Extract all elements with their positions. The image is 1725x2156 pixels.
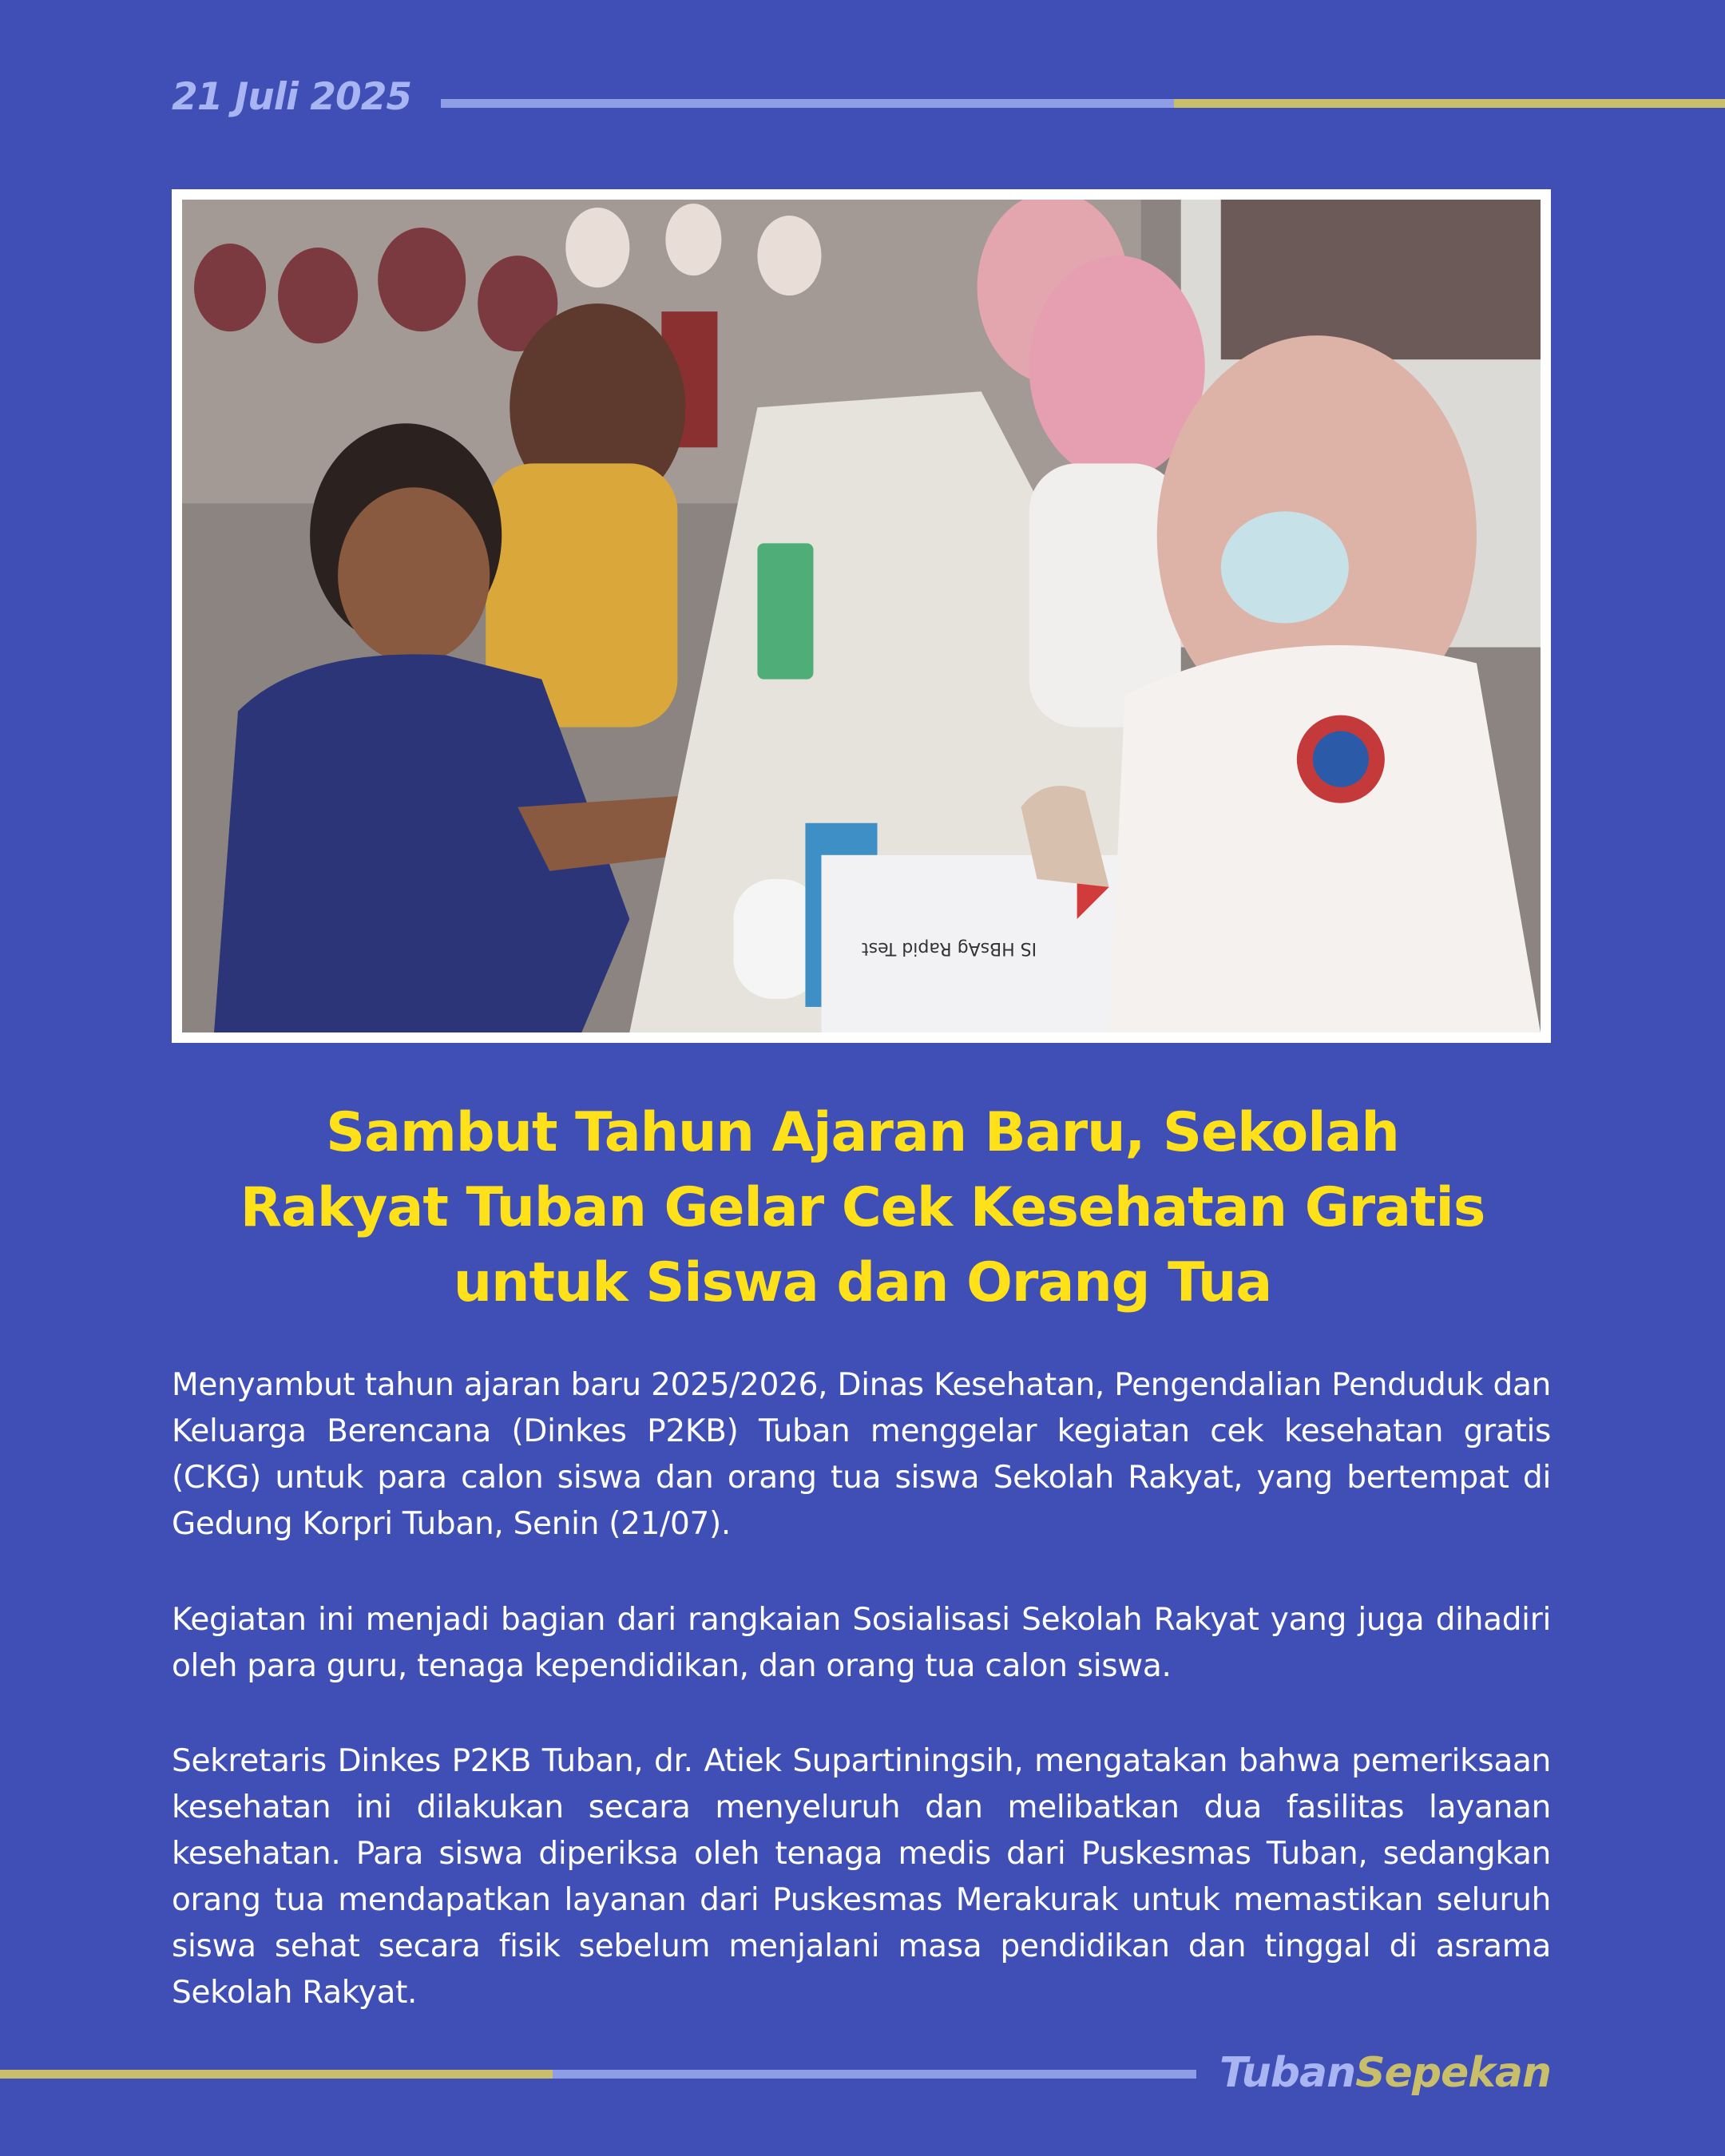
brand-part-2: Sepekan [1355,2049,1551,2097]
headline-line-1: Sambut Tahun Ajaran Baru, Sekolah [326,1101,1399,1164]
footer-divider-lilac [553,2070,1196,2079]
header-divider-lilac [441,99,1174,108]
brand-logo-text [1219,2049,1551,2097]
rapid-test-box-label: IS HBsAg Rapid Test [861,937,1037,958]
headline-line-2: Rakyat Tuban Gelar Cek Kesehatan Gratis [240,1176,1485,1239]
post-date: 21 Juli 2025 [172,75,412,119]
brand-part-1: Tuban [1219,2049,1356,2097]
health-check-photo-illustration [182,200,1541,1032]
footer-divider-gold [0,2070,553,2079]
article-paragraph-1: Menyambut tahun ajaran baru 2025/2026, Dinas Kesehatan, Pengendalian Penduduk dan Keluarga Berencana (Dinkes P2KB) Tuban menggelar kegiatan cek kesehatan gratis (CKG) untuk para calon siswa dan orang tua siswa Sekolah Rakyat, yang bertempat di Gedung Korpri Tuban, Senin (21/07). [172,1367,1551,1542]
article-paragraph-3: Sekretaris Dinkes P2KB Tuban, dr. Atiek Supartiningsih, mengatakan bahwa pemeriksaan kesehatan ini dilakukan secara menyeluruh dan melibatkan dua fasilitas layanan kesehatan. Para siswa diperiksa oleh tenaga medis dari Puskesmas Tuban, sedangkan orang tua mendapatkan layanan dari Puskesmas Merakurak untuk memastikan seluruh siswa sehat secara fisik sebelum menjalani masa pendidikan dan tinggal di asrama Sekolah Rakyat. [172,1743,1551,2011]
header-divider-gold [1174,99,1725,108]
article-headline [128,1096,1597,1321]
headline-line-3: untuk Siswa dan Orang Tua [453,1251,1272,1314]
article-photo [182,200,1541,1032]
article-paragraph-2: Kegiatan ini menjadi bagian dari rangkaian Sosialisasi Sekolah Rakyat yang juga dihadiri oleh para guru, tenaga kependidikan, dan orang tua calon siswa. [172,1602,1551,1684]
article-photo-frame [172,189,1551,1043]
